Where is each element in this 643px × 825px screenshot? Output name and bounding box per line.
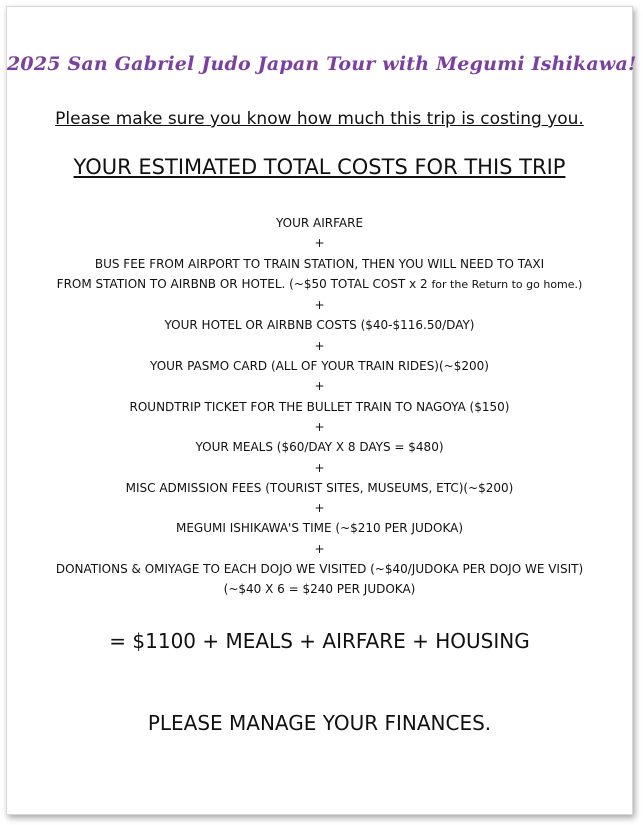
- cost-item-bus-fee-cont: [7, 274, 632, 295]
- total-summary: = $1100 + MEALS + AIRFARE + HOUSING: [109, 629, 530, 653]
- plus-sign: +: [314, 419, 325, 434]
- plus-sign: +: [314, 541, 325, 556]
- cost-item-donations: DONATIONS & OMIYAGE TO EACH DOJO WE VISITED (~$40/JUDOKA PER DOJO WE VISIT): [55, 562, 584, 577]
- cost-item-donations-calc: (~$40 X 6 = $240 PER JUDOKA): [223, 582, 416, 597]
- document-subtitle: Please make sure you know how much this trip is costing you.: [55, 109, 584, 129]
- plus-sign: +: [314, 298, 325, 313]
- costs-heading: YOUR ESTIMATED TOTAL COSTS FOR THIS TRIP: [73, 155, 566, 179]
- cost-item-hotel: YOUR HOTEL OR AIRBNB COSTS ($40-$116.50/DAY): [164, 318, 475, 333]
- closing-note: PLEASE MANAGE YOUR FINANCES.: [147, 711, 492, 735]
- plus-sign: +: [314, 501, 325, 516]
- document-page: [6, 6, 637, 815]
- cost-item-pasmo: YOUR PASMO CARD (ALL OF YOUR TRAIN RIDES)(~$200): [150, 359, 489, 374]
- plus-sign: +: [314, 338, 325, 353]
- plus-sign: +: [314, 379, 325, 394]
- cost-item-bus-fee: BUS FEE FROM AIRPORT TO TRAIN STATION, THEN YOU WILL NEED TO TAXI: [94, 256, 545, 271]
- cost-item-airfare: YOUR AIRFARE: [275, 216, 364, 230]
- plus-sign: +: [314, 460, 325, 475]
- bus-fee-text: FROM STATION TO AIRBNB OR HOTEL. (~$50 TOTAL COST x 2: [56, 276, 432, 291]
- cost-item-admission: MISC ADMISSION FEES (TOURIST SITES, MUSEUMS, ETC)(~$200): [125, 480, 514, 495]
- cost-item-meals: YOUR MEALS ($60/DAY X 8 DAYS = $480): [195, 440, 444, 455]
- plus-sign: +: [314, 236, 325, 251]
- cost-items-list: [7, 213, 632, 600]
- document-title: 2025 San Gabriel Judo Japan Tour with Megumi Ishikawa!: [7, 53, 637, 75]
- cost-item-instructor-time: MEGUMI ISHIKAWA'S TIME (~$210 PER JUDOKA): [175, 521, 464, 536]
- bus-fee-note: for the Return to go home.): [431, 277, 583, 291]
- cost-item-bullet-train: ROUNDTRIP TICKET FOR THE BULLET TRAIN TO NAGOYA ($150): [129, 399, 510, 414]
